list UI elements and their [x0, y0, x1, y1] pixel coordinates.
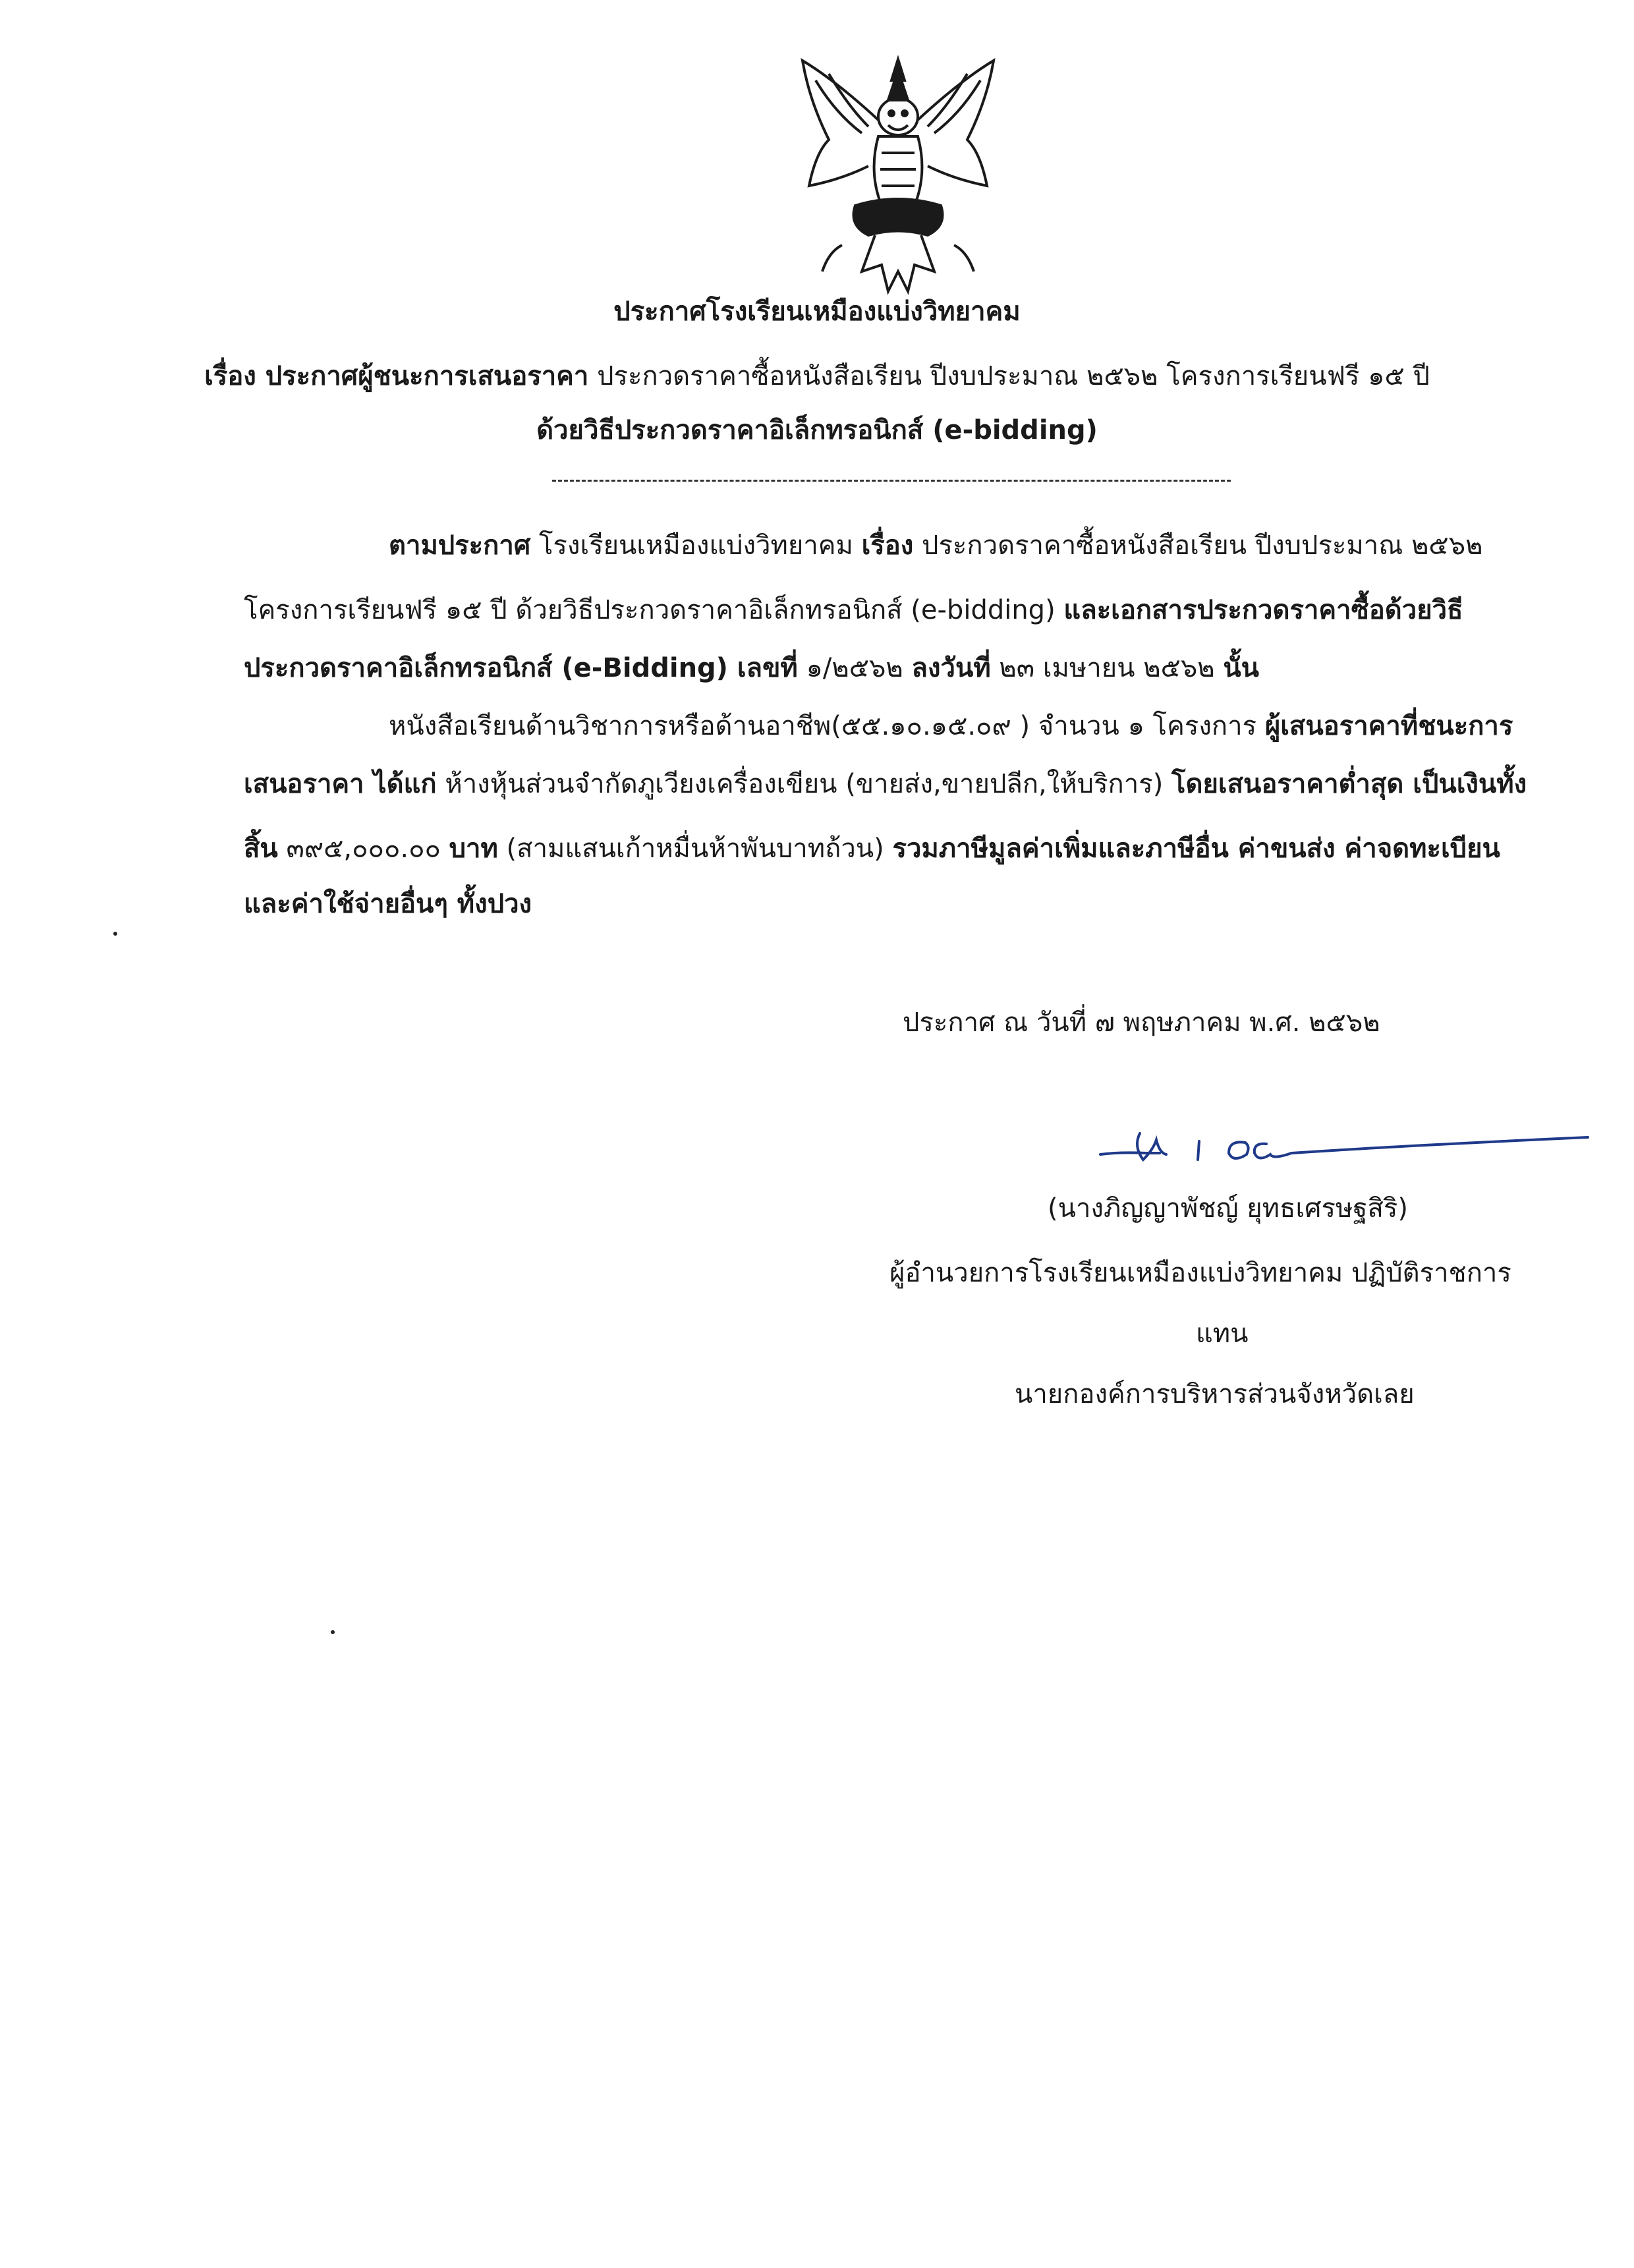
text-segment: เสนอราคา ได้แก่ — [244, 769, 437, 799]
text-segment: โดยเสนอราคาต่ำสุด เป็นเงินทั้ง — [1171, 769, 1527, 799]
signatory-position: ผู้อำนวยการโรงเรียนเหมืองแบ่งวิทยาคม ปฏิบัติราชการ — [889, 1258, 1511, 1288]
text-segment: และเอกสารประกวดราคาซื้อด้วยวิธี — [1063, 595, 1463, 625]
body-line-2 — [244, 594, 1463, 626]
announcement-subject — [0, 354, 1634, 397]
text-segment: โรงเรียนเหมืองแบ่งวิทยาคม — [530, 530, 862, 561]
text-segment: บาท — [449, 834, 498, 864]
subject-text: ประกวดราคาซื้อหนังสือเรียน ปีงบประมาณ ๒๕๖๒ โครงการเรียนฟรี ๑๕ ปี — [588, 361, 1430, 391]
body-line-3 — [244, 652, 1259, 684]
signatory-authority: นายกองค์การบริหารส่วนจังหวัดเลย — [1015, 1379, 1415, 1409]
text-segment: ๒๓ เมษายน ๒๕๖๒ — [990, 653, 1224, 683]
text-segment: โครงการเรียนฟรี ๑๕ ปี ด้วยวิธีประกวดราคาอิเล็กทรอนิกส์ (e-bidding) — [244, 595, 1064, 625]
text-segment: ๓๙๕,๐๐๐.๐๐ — [277, 834, 449, 864]
date-label: ประกาศ ณ วันที่ — [903, 1007, 1087, 1038]
body-line-1 — [389, 530, 1482, 561]
text-segment: และค่าใช้จ่ายอื่นๆ ทั้งปวง — [244, 889, 532, 919]
body-line-7 — [244, 888, 532, 920]
text-segment: ประกวดราคาซื้อหนังสือเรียน ปีงบประมาณ ๒๕๖๒ — [913, 530, 1483, 561]
text-segment: รวมภาษีมูลค่าเพิ่มและภาษีอื่น ค่าขนส่ง ค่าจดทะเบียน — [892, 834, 1500, 864]
signatory-name: (นางภิญญาพัชญ์ ยุทธเศรษฐสิริ) — [1048, 1193, 1408, 1224]
handwritten-signature — [1094, 1114, 1594, 1179]
text-segment: ผู้เสนอราคาที่ชนะการ — [1264, 711, 1513, 741]
announcement-title: ประกาศโรงเรียนเหมืองแบ่งวิทยาคม — [613, 297, 1021, 327]
text-segment: เรื่อง — [861, 530, 914, 561]
text-segment: ลงวันที่ — [911, 653, 991, 683]
text-segment: หนังสือเรียนด้านวิชาการหรือด้านอาชีพ(๕๕.๑๐.๑๕.๐๙ ) จำนวน ๑ โครงการ — [389, 711, 1265, 741]
scan-speck — [331, 1630, 335, 1634]
scan-speck — [113, 932, 117, 936]
subject-label: เรื่อง ประกาศผู้ชนะการเสนอราคา — [204, 361, 589, 391]
text-segment: ห้างหุ้นส่วนจำกัดภูเวียงเครื่องเขียน (ขายส่ง,ขายปลีก,ให้บริการ) — [436, 769, 1172, 799]
garuda-emblem-icon — [789, 54, 1007, 304]
announcement-date — [903, 1007, 1380, 1038]
date-value: ๗ พฤษภาคม พ.ศ. ๒๕๖๒ — [1086, 1007, 1380, 1038]
text-segment: ๑/๒๕๖๒ — [797, 653, 912, 683]
text-segment: นั้น — [1223, 653, 1260, 683]
text-segment: สิ้น — [244, 834, 278, 864]
body-line-4 — [389, 710, 1513, 742]
text-segment: ประกวดราคาอิเล็กทรอนิกส์ (e-Bidding) เลขที่ — [244, 653, 798, 683]
text-segment: ตามประกาศ — [389, 530, 531, 561]
body-line-6 — [244, 833, 1500, 865]
header-divider — [552, 480, 1231, 482]
text-segment: (สามแสนเก้าหมื่นห้าพันบาทถ้วน) — [497, 834, 893, 864]
signatory-on-behalf: แทน — [1196, 1318, 1249, 1349]
body-line-5 — [244, 768, 1527, 800]
procurement-method: ด้วยวิธีประกวดราคาอิเล็กทรอนิกส์ (e-bidding) — [536, 415, 1098, 445]
